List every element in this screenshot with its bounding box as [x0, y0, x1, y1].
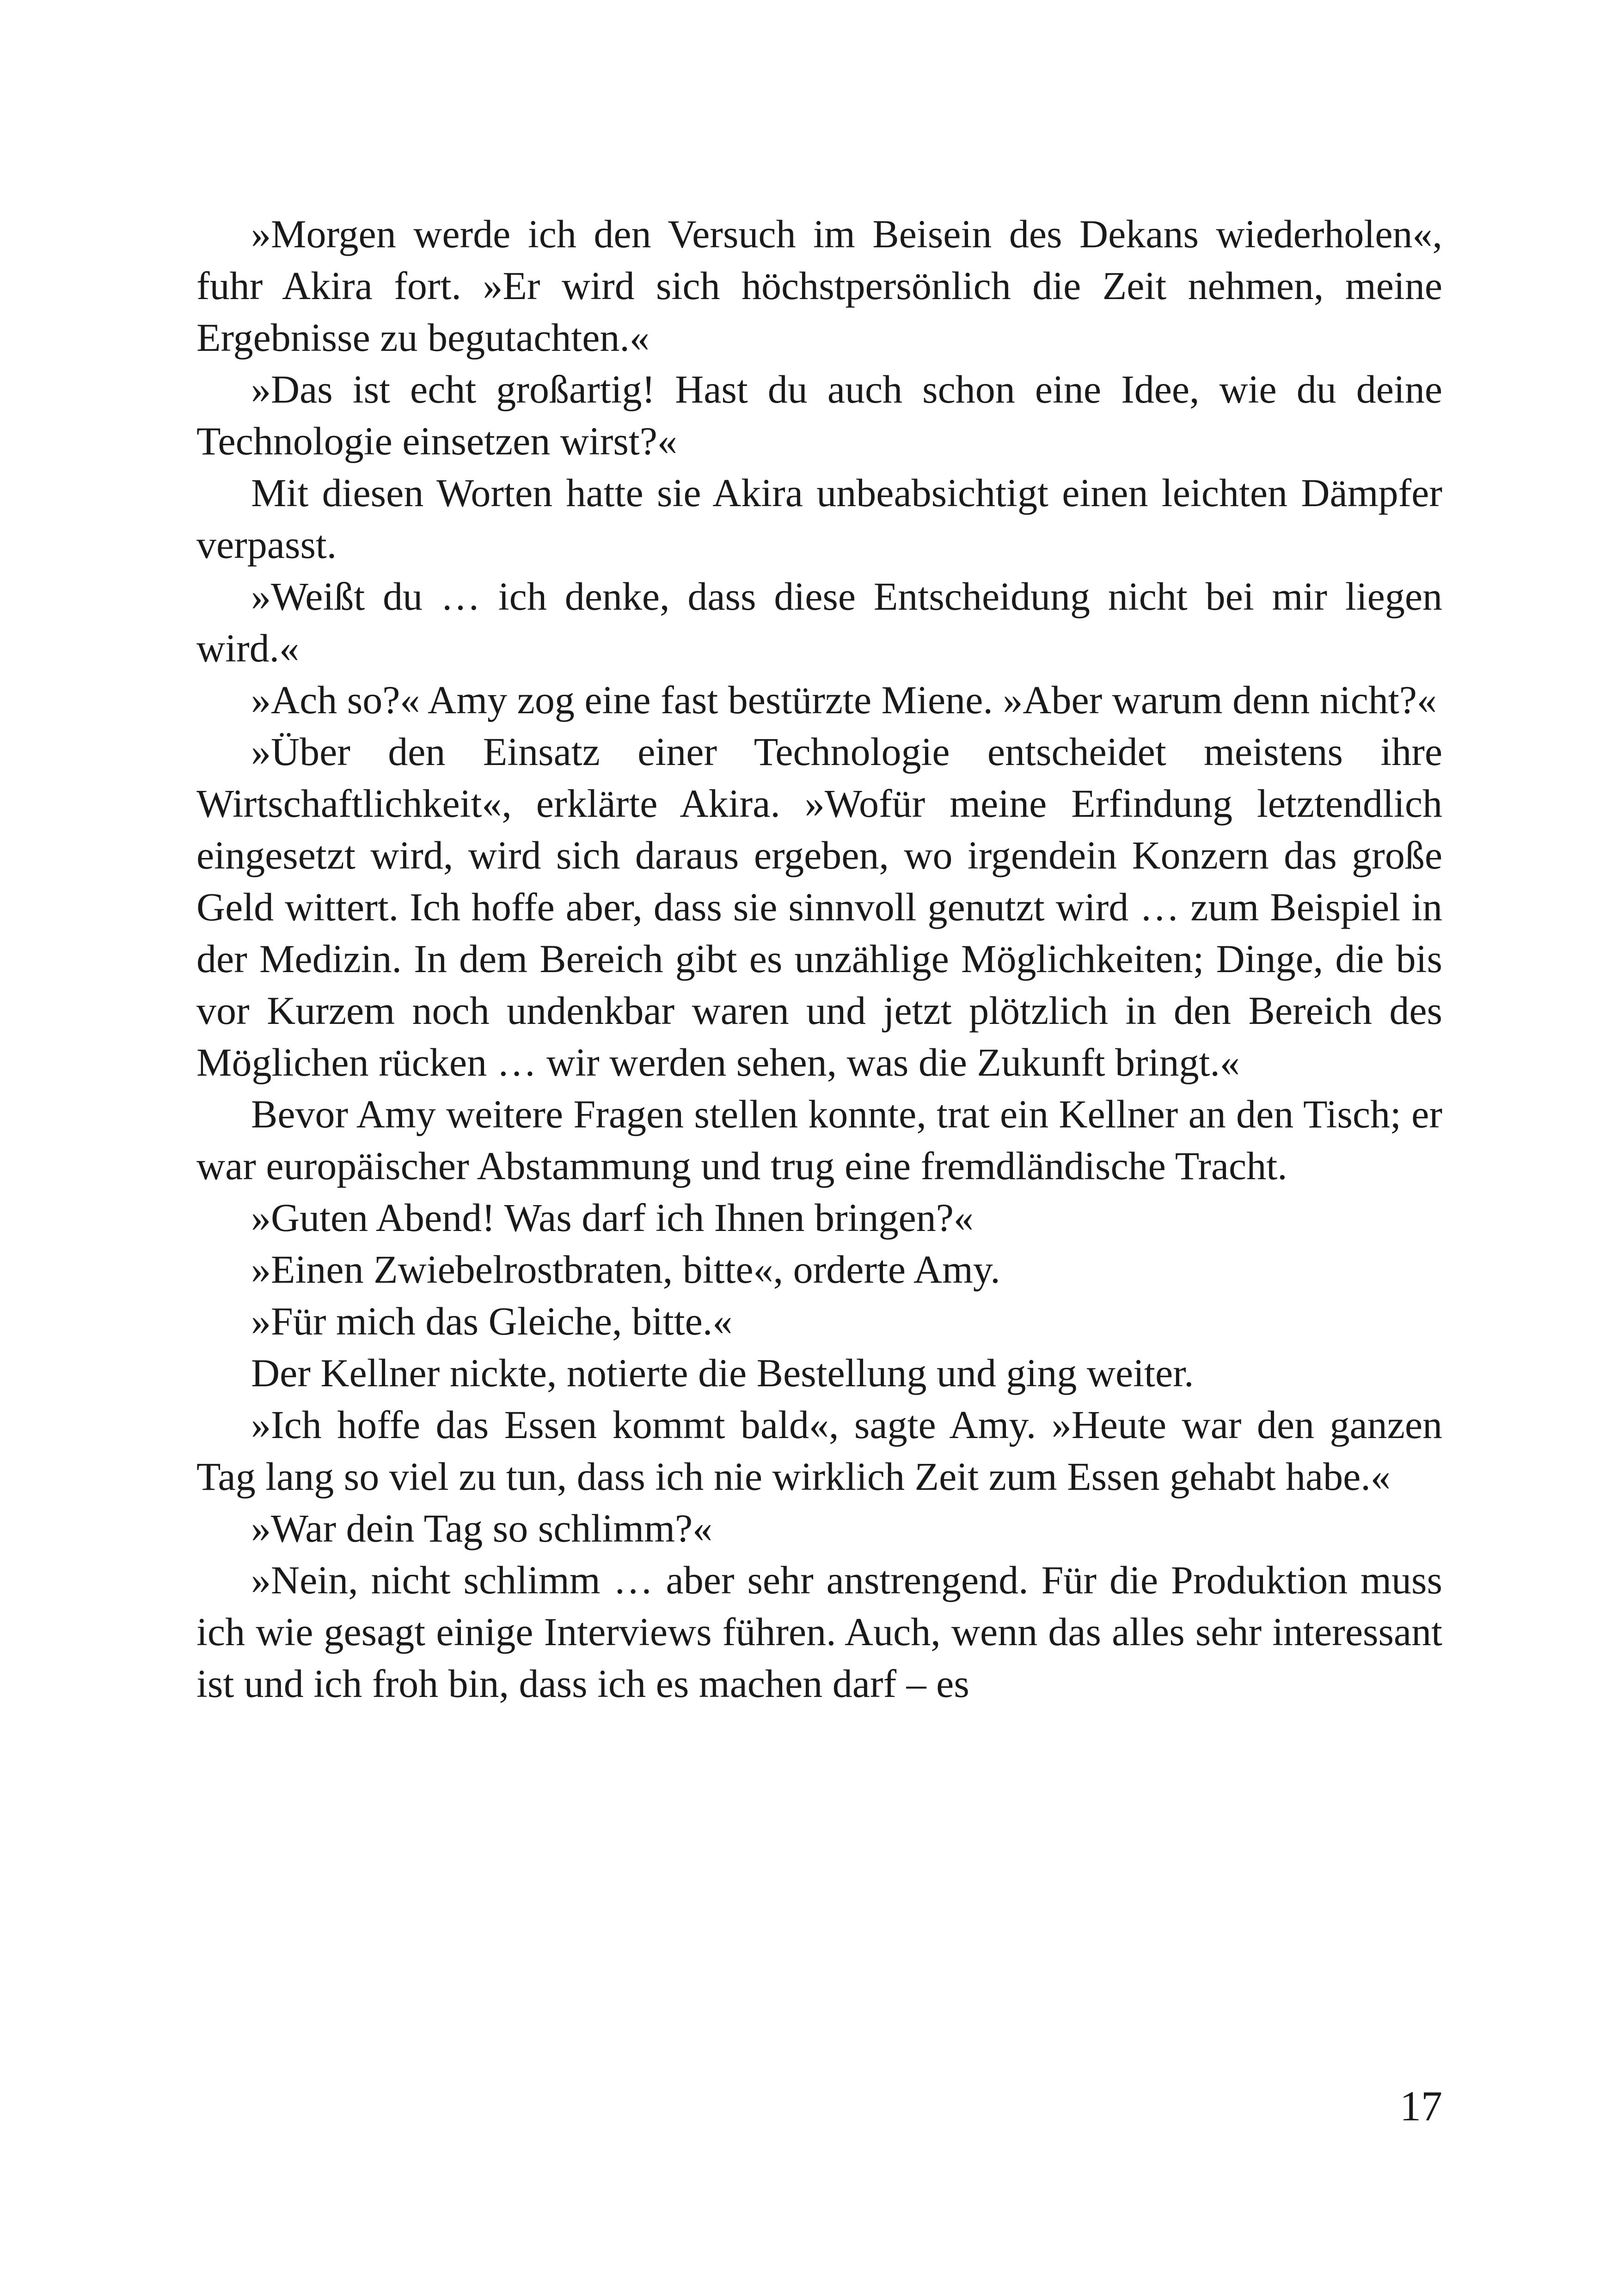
paragraph: Mit diesen Worten hatte sie Akira unbeabsichtigt einen leichten Dämpfer verpasst.: [196, 471, 1442, 567]
paragraph: »Ach so?« Amy zog eine fast bestürzte Miene. »Aber warum denn nicht?«: [251, 678, 1437, 722]
paragraph: Bevor Amy weitere Fragen stellen konnte, trat ein Kellner an den Tisch; er war europäischer Abstammung und trug eine fremdländische Tracht.: [196, 1092, 1442, 1188]
paragraph: »Ich hoffe das Essen kommt bald«, sagte Amy. »Heute war den ganzen Tag lang so viel zu tun, dass ich nie wirklich Zeit zum Essen gehabt habe.«: [196, 1402, 1442, 1499]
paragraph: »War dein Tag so schlimm?«: [251, 1506, 713, 1550]
page-number: 17: [1400, 2082, 1442, 2130]
paragraph: »Morgen werde ich den Versuch im Beisein des Dekans wiederholen«, fuhr Akira fort. »Er wird sich höchstpersönlich die Zeit nehmen, meine Ergebnisse zu begutachten.«: [196, 212, 1442, 360]
paragraph: »Guten Abend! Was darf ich Ihnen bringen?«: [251, 1195, 974, 1240]
paragraph: Der Kellner nickte, notierte die Bestellung und ging weiter.: [251, 1351, 1194, 1395]
body-text: [196, 208, 1442, 1709]
paragraph: »Für mich das Gleiche, bitte.«: [251, 1299, 733, 1343]
paragraph: »Nein, nicht schlimm … aber sehr anstrengend. Für die Produktion muss ich wie gesagt einige Interviews führen. Auch, wenn das alles sehr interessant ist und ich froh bin, dass ich es machen darf – es: [196, 1558, 1442, 1706]
paragraph: »Über den Einsatz einer Technologie entscheidet meistens ihre Wirtschaftlichkeit«, erklärte Akira. »Wofür meine Erfindung letztendlich eingesetzt wird, wird sich daraus ergeben, wo irgendein Konzern das große Geld wittert. Ich hoffe aber, dass sie sinnvoll genutzt wird … zum Beispiel in der Medizin. In dem Bereich gibt es unzählige Möglichkeiten; Dinge, die bis vor Kurzem noch undenkbar waren und jetzt plötzlich in den Bereich des Möglichen rücken … wir werden sehen, was die Zukunft bringt.«: [196, 729, 1442, 1084]
paragraph: »Einen Zwiebelrostbraten, bitte«, orderte Amy.: [251, 1247, 1000, 1292]
paragraph: »Weißt du … ich denke, dass diese Entscheidung nicht bei mir liegen wird.«: [196, 574, 1442, 670]
paragraph: »Das ist echt großartig! Hast du auch schon eine Idee, wie du deine Technologie einsetzen wirst?«: [196, 367, 1442, 463]
